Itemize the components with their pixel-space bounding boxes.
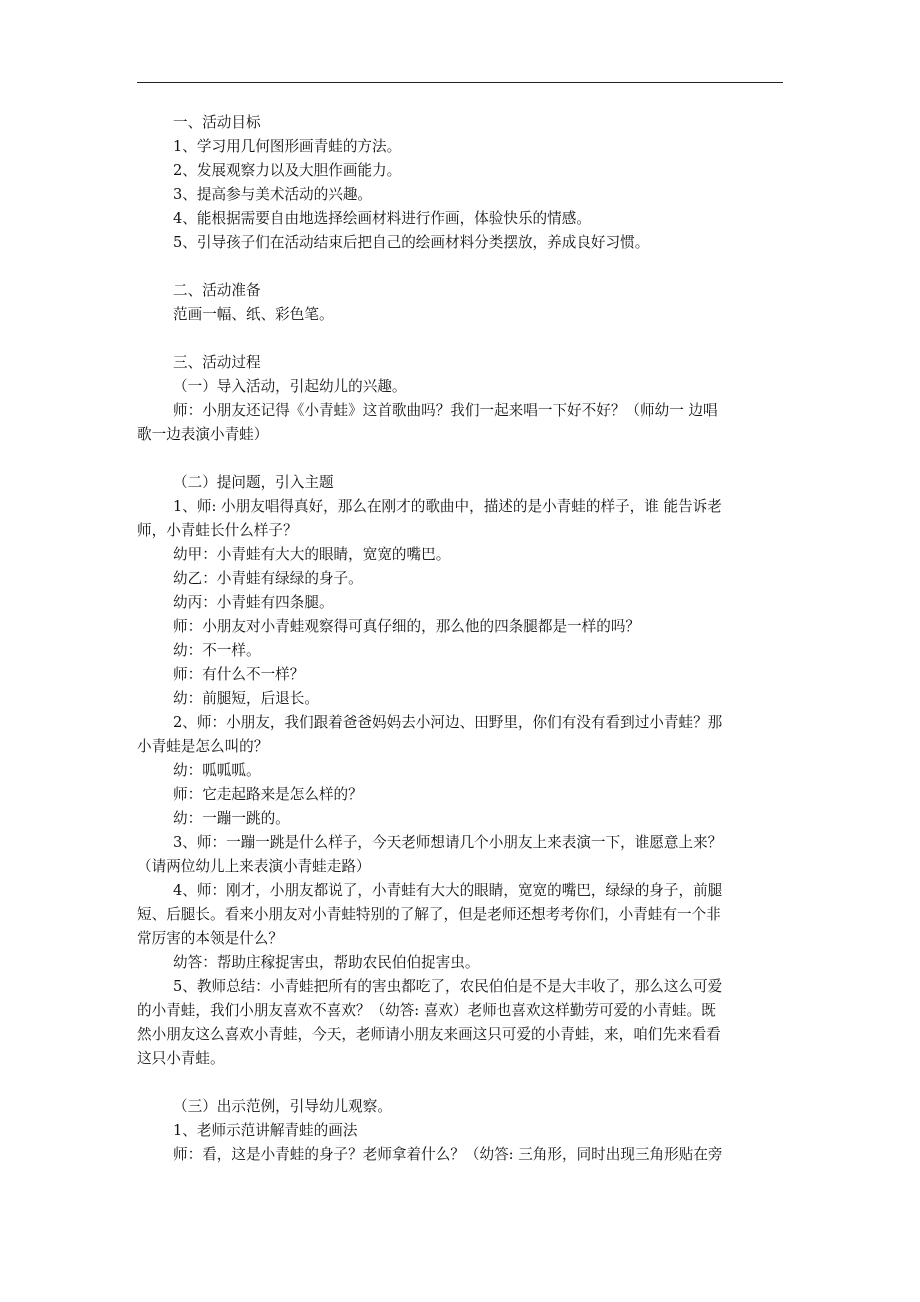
text-line: 幼：不一样。 — [173, 642, 261, 659]
text-line: 幼乙：小青蛙有绿绿的身子。 — [173, 570, 363, 587]
text-line: 1、师: 小朋友唱得真好，那么在刚才的歌曲中，描述的是小青蛙的样子，谁 能告诉老 — [173, 498, 722, 515]
header-rule — [137, 82, 783, 83]
text-line: 常厉害的本领是什么？ — [137, 930, 283, 947]
text-line: （请两位幼儿上来表演小青蛙走路） — [137, 858, 371, 875]
text-line: 2、发展观察力以及大胆作画能力。 — [173, 162, 402, 179]
text-line: 短、后腿长。看来小朋友对小青蛙特别的了解了，但是老师还想考考你们，小青蛙有一个非 — [137, 906, 721, 923]
text-line: 师：小朋友对小青蛙观察得可真仔细的，那么他的四条腿都是一样的吗？ — [173, 618, 641, 635]
text-line: 这只小青蛙。 — [137, 1050, 225, 1067]
text-line: 然小朋友这么喜欢小青蛙，今天，老师请小朋友来画这只可爱的小青蛙，来，咱们先来看看 — [137, 1026, 721, 1043]
text-line: 师：有什么不一样？ — [173, 666, 305, 683]
text-line: 师，小青蛙长什么样子？ — [137, 522, 298, 539]
text-line: 幼：呱呱呱。 — [173, 762, 261, 779]
text-line: 3、提高参与美术活动的兴趣。 — [173, 186, 373, 203]
text-line: 5、教师总结：小青蛙把所有的害虫都吃了，农民伯伯是不是大丰收了，那么这么可爱 — [173, 978, 723, 995]
text-line: 幼丙：小青蛙有四条腿。 — [173, 594, 334, 611]
text-line: 4、能根据需要自由地选择绘画材料进行作画，体验快乐的情感。 — [173, 210, 591, 227]
text-line: 三、活动过程 — [173, 354, 261, 371]
text-line: 幼：一蹦一跳的。 — [173, 810, 290, 827]
text-line: 师：小朋友还记得《小青蛙》这首歌曲吗？我们一起来唱一下好不好？（师幼一 边唱 — [173, 402, 718, 419]
text-line: 幼甲：小青蛙有大大的眼睛，宽宽的嘴巴。 — [173, 546, 451, 563]
text-line: 师：它走起路来是怎么样的？ — [173, 786, 363, 803]
text-line: 2、师：小朋友，我们跟着爸爸妈妈去小河边、田野里，你们有没有看到过小青蛙？那 — [173, 714, 723, 731]
text-line: 3、师：一蹦一跳是什么样子，今天老师想请几个小朋友上来表演一下，谁愿意上来？ — [173, 834, 723, 851]
text-line: 1、学习用几何图形画青蛙的方法。 — [173, 138, 402, 155]
text-line: 1、老师示范讲解青蛙的画法 — [173, 1122, 358, 1139]
text-line: 的小青蛙，我们小朋友喜欢不喜欢？（幼答: 喜欢）老师也喜欢这样勤劳可爱的小青蛙。既 — [137, 1002, 716, 1019]
text-line: （三）出示范例，引导幼儿观察。 — [173, 1098, 392, 1115]
text-line: 范画一幅、纸、彩色笔。 — [173, 306, 334, 323]
text-line: （二）提问题，引入主题 — [173, 474, 334, 491]
text-line: 4、师：刚才，小朋友都说了，小青蛙有大大的眼睛，宽宽的嘴巴，绿绿的身子，前腿 — [173, 882, 723, 899]
text-line: 小青蛙是怎么叫的？ — [137, 738, 269, 755]
text-line: 幼答：帮助庄稼捉害虫，帮助农民伯伯捉害虫。 — [173, 954, 480, 971]
text-line: 幼：前腿短，后退长。 — [173, 690, 319, 707]
text-line: 师：看，这是小青蛙的身子？老师拿着什么？（幼答: 三角形，同时出现三角形贴在旁 — [173, 1146, 723, 1163]
text-line: 二、活动准备 — [173, 282, 261, 299]
text-line: 5、引导孩子们在活动结束后把自己的绘画材料分类摆放，养成良好习惯。 — [173, 234, 650, 251]
text-line: 歌一边表演小青蛙） — [137, 426, 269, 443]
text-line: （一）导入活动，引起幼儿的兴趣。 — [173, 378, 407, 395]
text-line: 一、活动目标 — [173, 114, 261, 131]
